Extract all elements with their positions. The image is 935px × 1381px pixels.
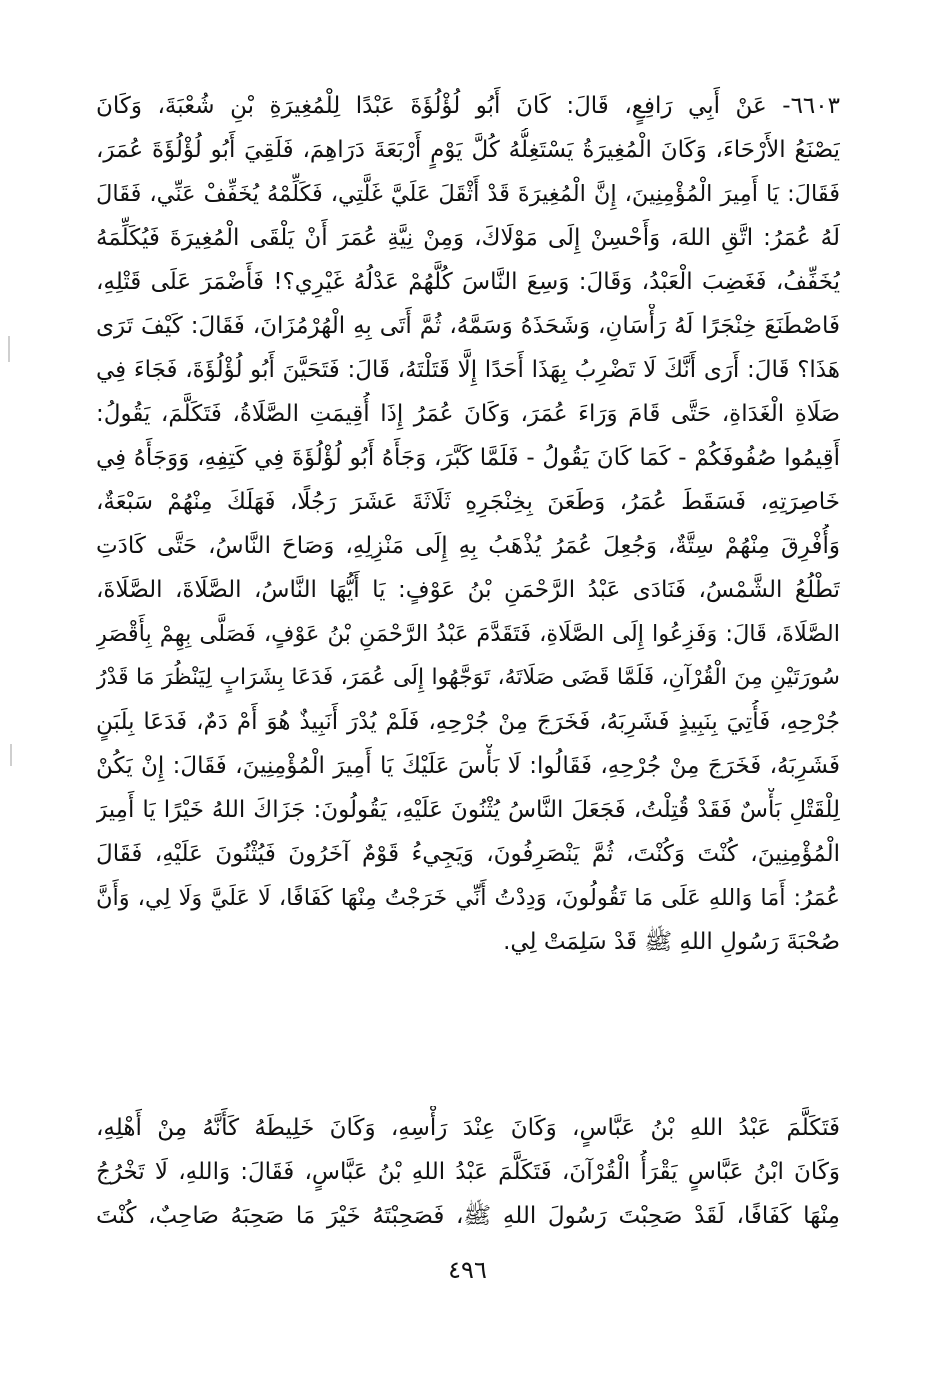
scan-artifact — [10, 744, 12, 766]
text-line: فَاصْطَنَعَ خِنْجَرًا لَهُ رَأْسَانِ، وَشَحَذَهُ وَسَمَّهُ، ثُمَّ أَتَى بِهِ الْهُرْمُزَانَ، فَقَالَ: كَيْفَ تَرَى — [96, 313, 840, 339]
text-line: أَقِيمُوا صُفُوفَكُمْ - كَمَا كَانَ يَقُولُ - فَلَمَّا كَبَّرَ، وَجَأَهُ أَبُو لُؤْلُؤَةَ فِي كَتِفِهِ، وَوَجَأَهُ فِي — [96, 445, 840, 471]
text-line: يُخَفِّفُ، فَغَضِبَ الْعَبْدُ، وَقَالَ: وَسِعَ النَّاسَ كُلَّهُمْ عَدْلُهُ غَيْرِي؟! فَأَضْمَرَ عَلَى قَتْلِهِ، — [96, 269, 840, 295]
text-line: هَذَا؟ قَالَ: أَرَى أَنَّكَ لَا تَضْرِبُ بِهَذَا أَحَدًا إِلَّا قَتَلْتَهُ، قَالَ: فَتَحَيَّنَ أَبُو لُؤْلُؤَةَ، فَجَاءَ فِي — [96, 357, 840, 383]
text-line: مِنْهَا كَفَافًا، لَقَدْ صَحِبْتَ رَسُولَ اللهِ ﷺ، فَصَحِبْتَهُ خَيْرَ مَا صَحِبَهُ صَاحِبٌ، كُنْتَ — [96, 1203, 840, 1229]
text-line: صَلَاةِ الْغَدَاةِ، حَتَّى قَامَ وَرَاءَ عُمَرَ، وَكَانَ عُمَرُ إِذَا أُقِيمَتِ الصَّلَاةُ، فَتَكَلَّمَ، يَقُولُ: — [96, 401, 840, 427]
hadith-paragraph — [96, 84, 840, 964]
page-number: ٤٩٦ — [448, 1256, 487, 1284]
scan-artifact — [8, 336, 10, 362]
text-line-last: صُحْبَةَ رَسُولِ اللهِ ﷺ قَدْ سَلِمَتْ لِي. — [503, 929, 840, 955]
text-line: وَأُفْرِقَ مِنْهُمْ سِتَّةٌ، وَجُعِلَ عُمَرُ يُذْهَبُ بِهِ إِلَى مَنْزِلِهِ، وَصَاحَ النَّاسُ، حَتَّى كَادَتِ — [96, 533, 840, 559]
text-line: جُرْحِهِ، فَأُتِيَ بِنَبِيذٍ فَشَرِبَهُ، فَخَرَجَ مِنْ جُرْحِهِ، فَلَمْ يُدْرَ أَنَبِيذٌ هُوَ أَمْ دَمٌ، فَدَعَا بِلَبَنٍ — [96, 709, 840, 735]
text-line: فَقَالَ: يَا أَمِيرَ الْمُؤْمِنِينَ، إِنَّ الْمُغِيرَةَ قَدْ أَثْقَلَ عَلَيَّ غَلَّتِي، فَكَلِّمْهُ يُخَفِّفْ عَنِّي، فَقَالَ — [96, 181, 840, 207]
text-line: الْمُؤْمِنِينَ، كُنْتَ وَكُنْتَ، ثُمَّ يَنْصَرِفُونَ، وَيَجِيءُ قَوْمٌ آخَرُونَ فَيُثْنُونَ عَلَيْهِ، فَقَالَ — [96, 841, 840, 867]
text-line: وَكَانَ ابْنُ عَبَّاسٍ يَقْرَأُ الْقُرْآنَ، فَتَكَلَّمَ عَبْدُ اللهِ بْنُ عَبَّاسٍ، فَقَالَ: وَاللهِ، لَا تَخْرُجُ — [96, 1159, 840, 1185]
text-line: تَطْلُعُ الشَّمْسُ، فَنَادَى عَبْدُ الرَّحْمَنِ بْنُ عَوْفٍ: يَا أَيُّهَا النَّاسُ، الصَّلَاةَ، الصَّلَاةَ، — [96, 577, 840, 603]
text-line: يَصْنَعُ الأَرْحَاءَ، وَكَانَ الْمُغِيرَةُ يَسْتَغِلُّهُ كُلَّ يَوْمٍ أَرْبَعَةَ دَرَاهِمَ، فَلَقِيَ أَبُو لُؤْلُؤَةَ عُمَرَ، — [96, 137, 840, 163]
continuation-paragraph — [96, 1106, 840, 1238]
text-line: لِلْقَتْلِ بَأْسٌ فَقَدْ قُتِلْتُ، فَجَعَلَ النَّاسُ يُثْنُونَ عَلَيْهِ، يَقُولُونَ: جَزَاكَ اللهُ خَيْرًا يَا أَمِيرَ — [96, 797, 840, 823]
text-line: الصَّلَاةَ، قَالَ: وَفَزِعُوا إِلَى الصَّلَاةِ، فَتَقَدَّمَ عَبْدُ الرَّحْمَنِ بْنُ عَوْفٍ، فَصَلَّى بِهِمْ بِأَقْصَرِ — [96, 621, 840, 647]
text-line: فَتَكَلَّمَ عَبْدُ اللهِ بْنُ عَبَّاسٍ، وَكَانَ عِنْدَ رَأْسِهِ، وَكَانَ خَلِيطَهُ كَأَنَّهُ مِنْ أَهْلِهِ، — [96, 1115, 840, 1141]
text-line: فَشَرِبَهُ، فَخَرَجَ مِنْ جُرْحِهِ، فَقَالُوا: لَا بَأْسَ عَلَيْكَ يَا أَمِيرَ الْمُؤْمِنِينَ، فَقَالَ: إِنْ يَكُنْ — [96, 753, 840, 779]
text-line: سُورَتَيْنِ مِنَ الْقُرْآنِ، فَلَمَّا قَضَى صَلَاتَهُ، تَوَجَّهُوا إِلَى عُمَرَ، فَدَعَا بِشَرَابٍ لِيَنْظُرَ مَا قَدْرُ — [96, 665, 840, 690]
text-line: عُمَرُ: أَمَا وَاللهِ عَلَى مَا تَقُولُونَ، وَدِدْتُ أَنِّي خَرَجْتُ مِنْهَا كَفَافًا، لَا عَلَيَّ وَلَا لِي، وَأَنَّ — [96, 885, 840, 911]
text-line: ٦٦٠٣- عَنْ أَبِي رَافِعٍ، قَالَ: كَانَ أَبُو لُؤْلُؤَةَ عَبْدًا لِلْمُغِيرَةِ بْنِ شُعْبَةَ، وَكَانَ — [96, 93, 840, 119]
text-line: لَهُ عُمَرُ: اتَّقِ اللهَ، وَأَحْسِنْ إِلَى مَوْلَاكَ، وَمِنْ نِيَّةِ عُمَرَ أَنْ يَلْقَى الْمُغِيرَةَ فَيُكَلِّمَهُ — [96, 225, 840, 251]
text-line: خَاصِرَتِهِ، فَسَقَطَ عُمَرُ، وَطَعَنَ بِخِنْجَرِهِ ثَلَاثَةَ عَشَرَ رَجُلًا، فَهَلَكَ مِنْهُمْ سَبْعَةٌ، — [96, 489, 840, 515]
